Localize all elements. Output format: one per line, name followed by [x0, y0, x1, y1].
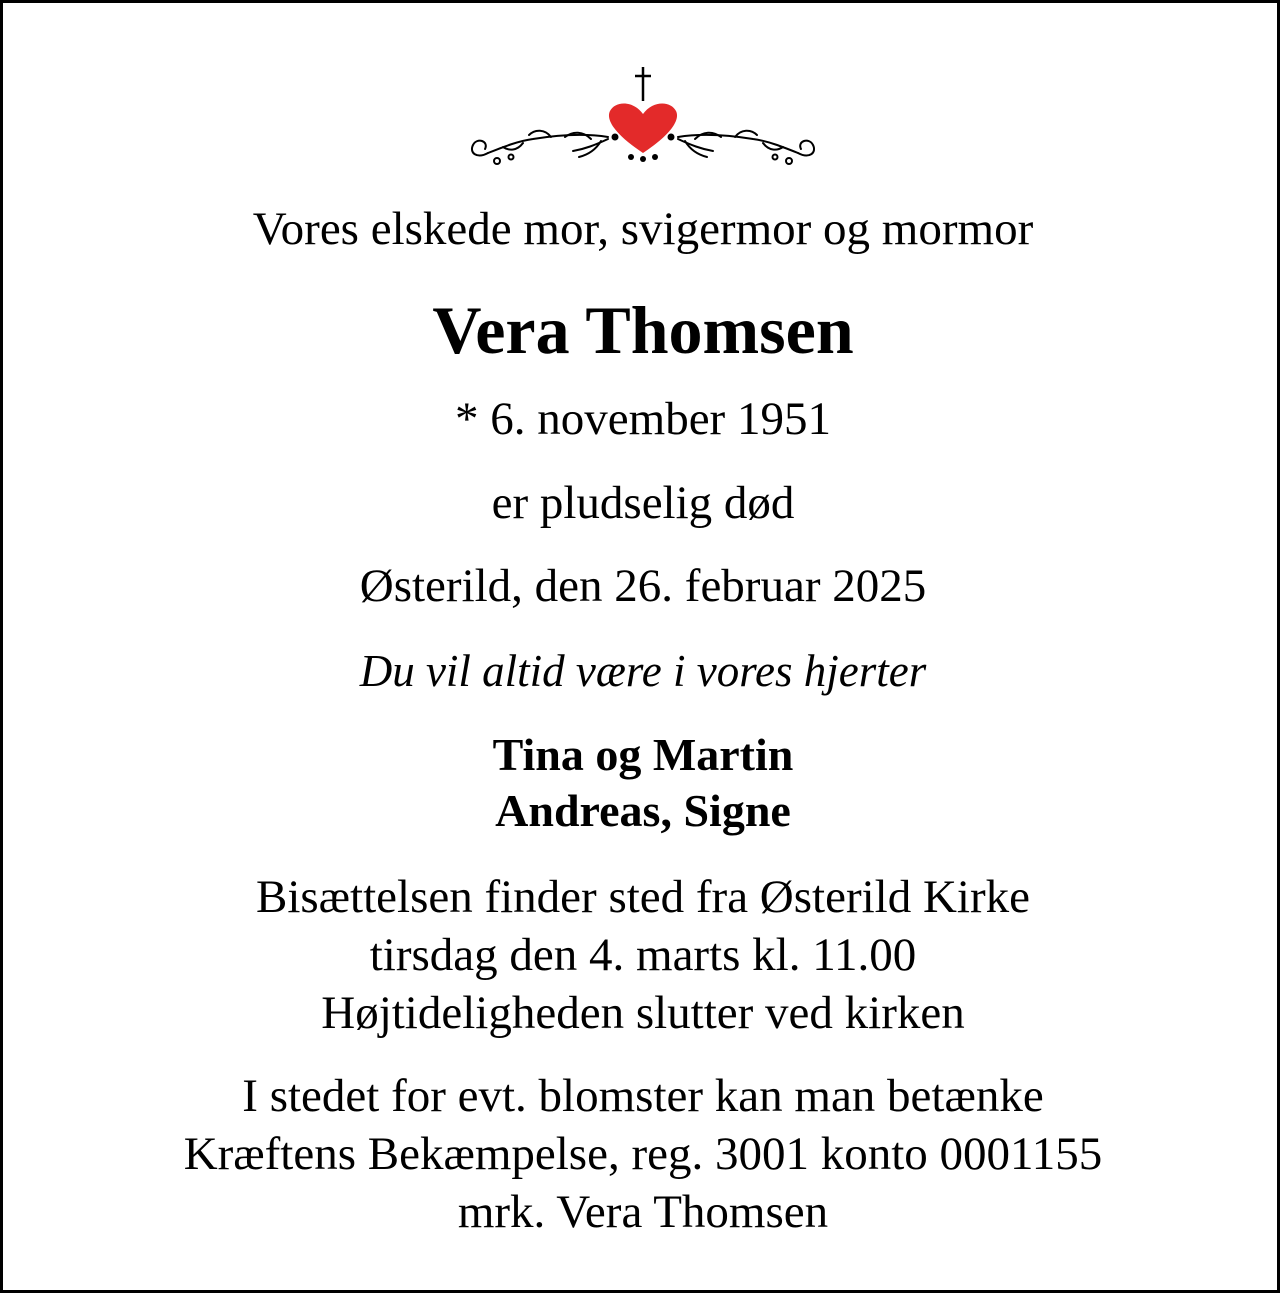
donation-line-1: I stedet for evt. blomster kan man betænke: [242, 1070, 1044, 1122]
flourish-left-icon: [472, 131, 618, 164]
ornament: [463, 61, 823, 179]
donation-line-2: Kræftens Bekæmpelse, reg. 3001 konto 0001155: [183, 1128, 1103, 1180]
family-line-2: Andreas, Signe: [495, 785, 791, 836]
place-date: Østerild, den 26. februar 2025: [359, 560, 927, 612]
family-line-1: Tina og Martin: [492, 729, 794, 780]
deceased-name: Vera Thomsen: [432, 292, 854, 368]
cross-icon: [635, 67, 651, 101]
intro-text: Vores elskede mor, svigermor og mormor: [252, 203, 1034, 255]
funeral-line-1: Bisættelsen finder sted fra Østerild Kirke: [255, 871, 1030, 923]
ornament-dots: [628, 154, 658, 162]
memorial-quote: Du vil altid være i vores hjerter: [359, 646, 927, 696]
donation-line-3: mrk. Vera Thomsen: [457, 1186, 829, 1238]
birth-date: * 6. november 1951: [455, 393, 831, 445]
death-text: er pludselig død: [491, 477, 795, 529]
funeral-line-2: tirsdag den 4. marts kl. 11.00: [369, 929, 917, 981]
heart-icon: [609, 103, 677, 153]
funeral-line-3: Højtideligheden slutter ved kirken: [321, 987, 965, 1039]
flourish-right-icon: [669, 131, 815, 164]
